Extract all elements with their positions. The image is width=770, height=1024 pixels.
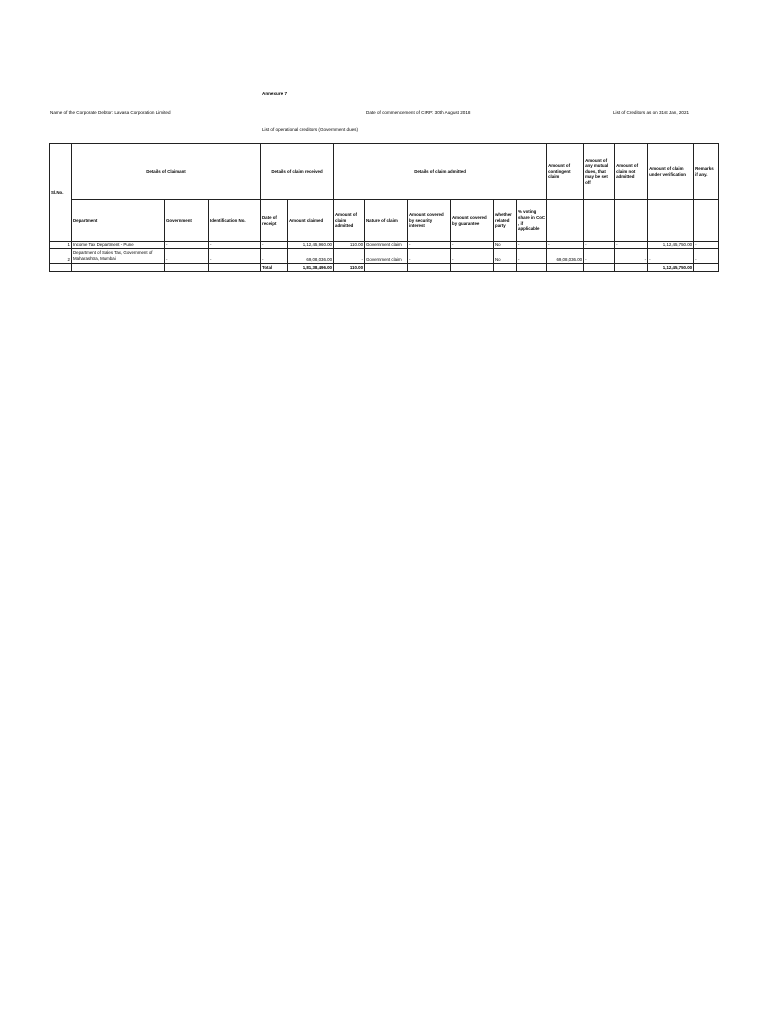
total-empty-cell: [50, 264, 72, 272]
total-empty-cell: [584, 264, 615, 272]
row-not-admitted: -: [615, 249, 648, 264]
row-sl: 1: [50, 242, 72, 249]
row-verification: 1,12,45,750.00: [648, 242, 694, 249]
table-row: [50, 242, 719, 249]
total-label: Total: [261, 264, 288, 272]
header-empty-cell: [584, 200, 615, 242]
total-empty-cell: [615, 264, 648, 272]
header-related: whether related party: [494, 200, 517, 242]
total-empty-cell: [494, 264, 517, 272]
debtor-name: Name of the Corporate Debtor: Lavasa Corporation Limited: [50, 110, 171, 115]
row-related: No: [494, 242, 517, 249]
header-empty-cell: [648, 200, 694, 242]
row-nature: Government claim: [365, 249, 408, 264]
header-details-claimant: Details of Claimant: [72, 144, 261, 200]
row-amount-admitted: 110.00: [334, 242, 365, 249]
header-voting: % voting share in CoC , if applicable: [517, 200, 547, 242]
total-empty-cell: [517, 264, 547, 272]
header-guarantee: Amount covered by guarantee: [451, 200, 494, 242]
row-government: -: [165, 249, 209, 264]
table-row: [50, 249, 719, 264]
header-sl-no: Sl.No.: [50, 144, 72, 242]
row-voting: -: [517, 242, 547, 249]
claims-table: [49, 143, 719, 272]
total-empty-cell: [365, 264, 408, 272]
row-amount-claimed: 69,08,036.00: [288, 249, 334, 264]
row-remarks: -: [694, 242, 719, 249]
cirp-date: Date of commencement of CIRP: 30th August 2018: [366, 110, 471, 115]
row-verification: -: [648, 249, 694, 264]
row-amount-admitted: -: [334, 249, 365, 264]
row-identification: -: [209, 242, 261, 249]
header-security: Amount covered by security interest: [408, 200, 451, 242]
row-identification: -: [209, 249, 261, 264]
row-remarks: -: [694, 249, 719, 264]
total-empty-cell: [694, 264, 719, 272]
row-not-admitted: -: [615, 242, 648, 249]
row-contingent: 69,08,036.00: [547, 249, 584, 264]
creditors-date: List of Creditors as on 31st Jan, 2021: [613, 110, 690, 115]
total-row: [50, 264, 719, 272]
row-related: No: [494, 249, 517, 264]
header-identification: Identification No.: [209, 200, 261, 242]
header-empty-cell: [694, 200, 719, 242]
row-guarantee: -: [451, 249, 494, 264]
row-nature: Government claim: [365, 242, 408, 249]
row-date-receipt: -: [261, 249, 288, 264]
row-sl: 2: [50, 249, 72, 264]
annexure-title: Annexure 7: [262, 91, 288, 96]
header-empty-cell: [547, 200, 584, 242]
row-department: Department of Sales Tax, Government of Maharashtra, Mumbai: [72, 249, 165, 264]
total-verification: 1,12,45,750.00: [648, 264, 694, 272]
header-details-admitted: Details of claim admitted: [334, 144, 547, 200]
header-mutual-dues: Amount of any mutual dues, that may be set off: [584, 144, 615, 200]
total-empty-cell: [165, 264, 209, 272]
total-empty-cell: [209, 264, 261, 272]
row-amount-claimed: 1,12,45,960.00: [288, 242, 334, 249]
row-voting: -: [517, 249, 547, 264]
header-row-sub: [50, 200, 719, 242]
row-security: -: [408, 249, 451, 264]
list-title: List of operational creditors (Government dues): [262, 127, 359, 132]
total-amount-admitted: 110.00: [334, 264, 365, 272]
row-mutual: -: [584, 242, 615, 249]
header-empty-cell: [615, 200, 648, 242]
header-under-verification: Amount of claim under verification: [648, 144, 694, 200]
header-date-receipt: Date of receipt: [261, 200, 288, 242]
total-empty-cell: [451, 264, 494, 272]
row-date-receipt: -: [261, 242, 288, 249]
header-nature: Nature of claim: [365, 200, 408, 242]
row-department: Income Tax Department - Pune: [72, 242, 165, 249]
total-amount-claimed: 1,81,38,496.00: [288, 264, 334, 272]
header-amount-admitted: Amount of claim admitted: [334, 200, 365, 242]
row-government: -: [165, 242, 209, 249]
row-security: -: [408, 242, 451, 249]
row-guarantee: -: [451, 242, 494, 249]
header-details-received: Details of claim received: [261, 144, 334, 200]
header-not-admitted: Amount of claim not admitted: [615, 144, 648, 200]
total-empty-cell: [72, 264, 165, 272]
header-remarks: Remarks if any.: [694, 144, 719, 200]
total-empty-cell: [408, 264, 451, 272]
header-row-top: [50, 144, 719, 200]
header-contingent: Amount of contingent claim: [547, 144, 584, 200]
row-mutual: -: [584, 249, 615, 264]
header-department: Department: [72, 200, 165, 242]
header-government: Government: [165, 200, 209, 242]
row-contingent: -: [547, 242, 584, 249]
header-amount-claimed: Amount claimed: [288, 200, 334, 242]
total-empty-cell: [547, 264, 584, 272]
